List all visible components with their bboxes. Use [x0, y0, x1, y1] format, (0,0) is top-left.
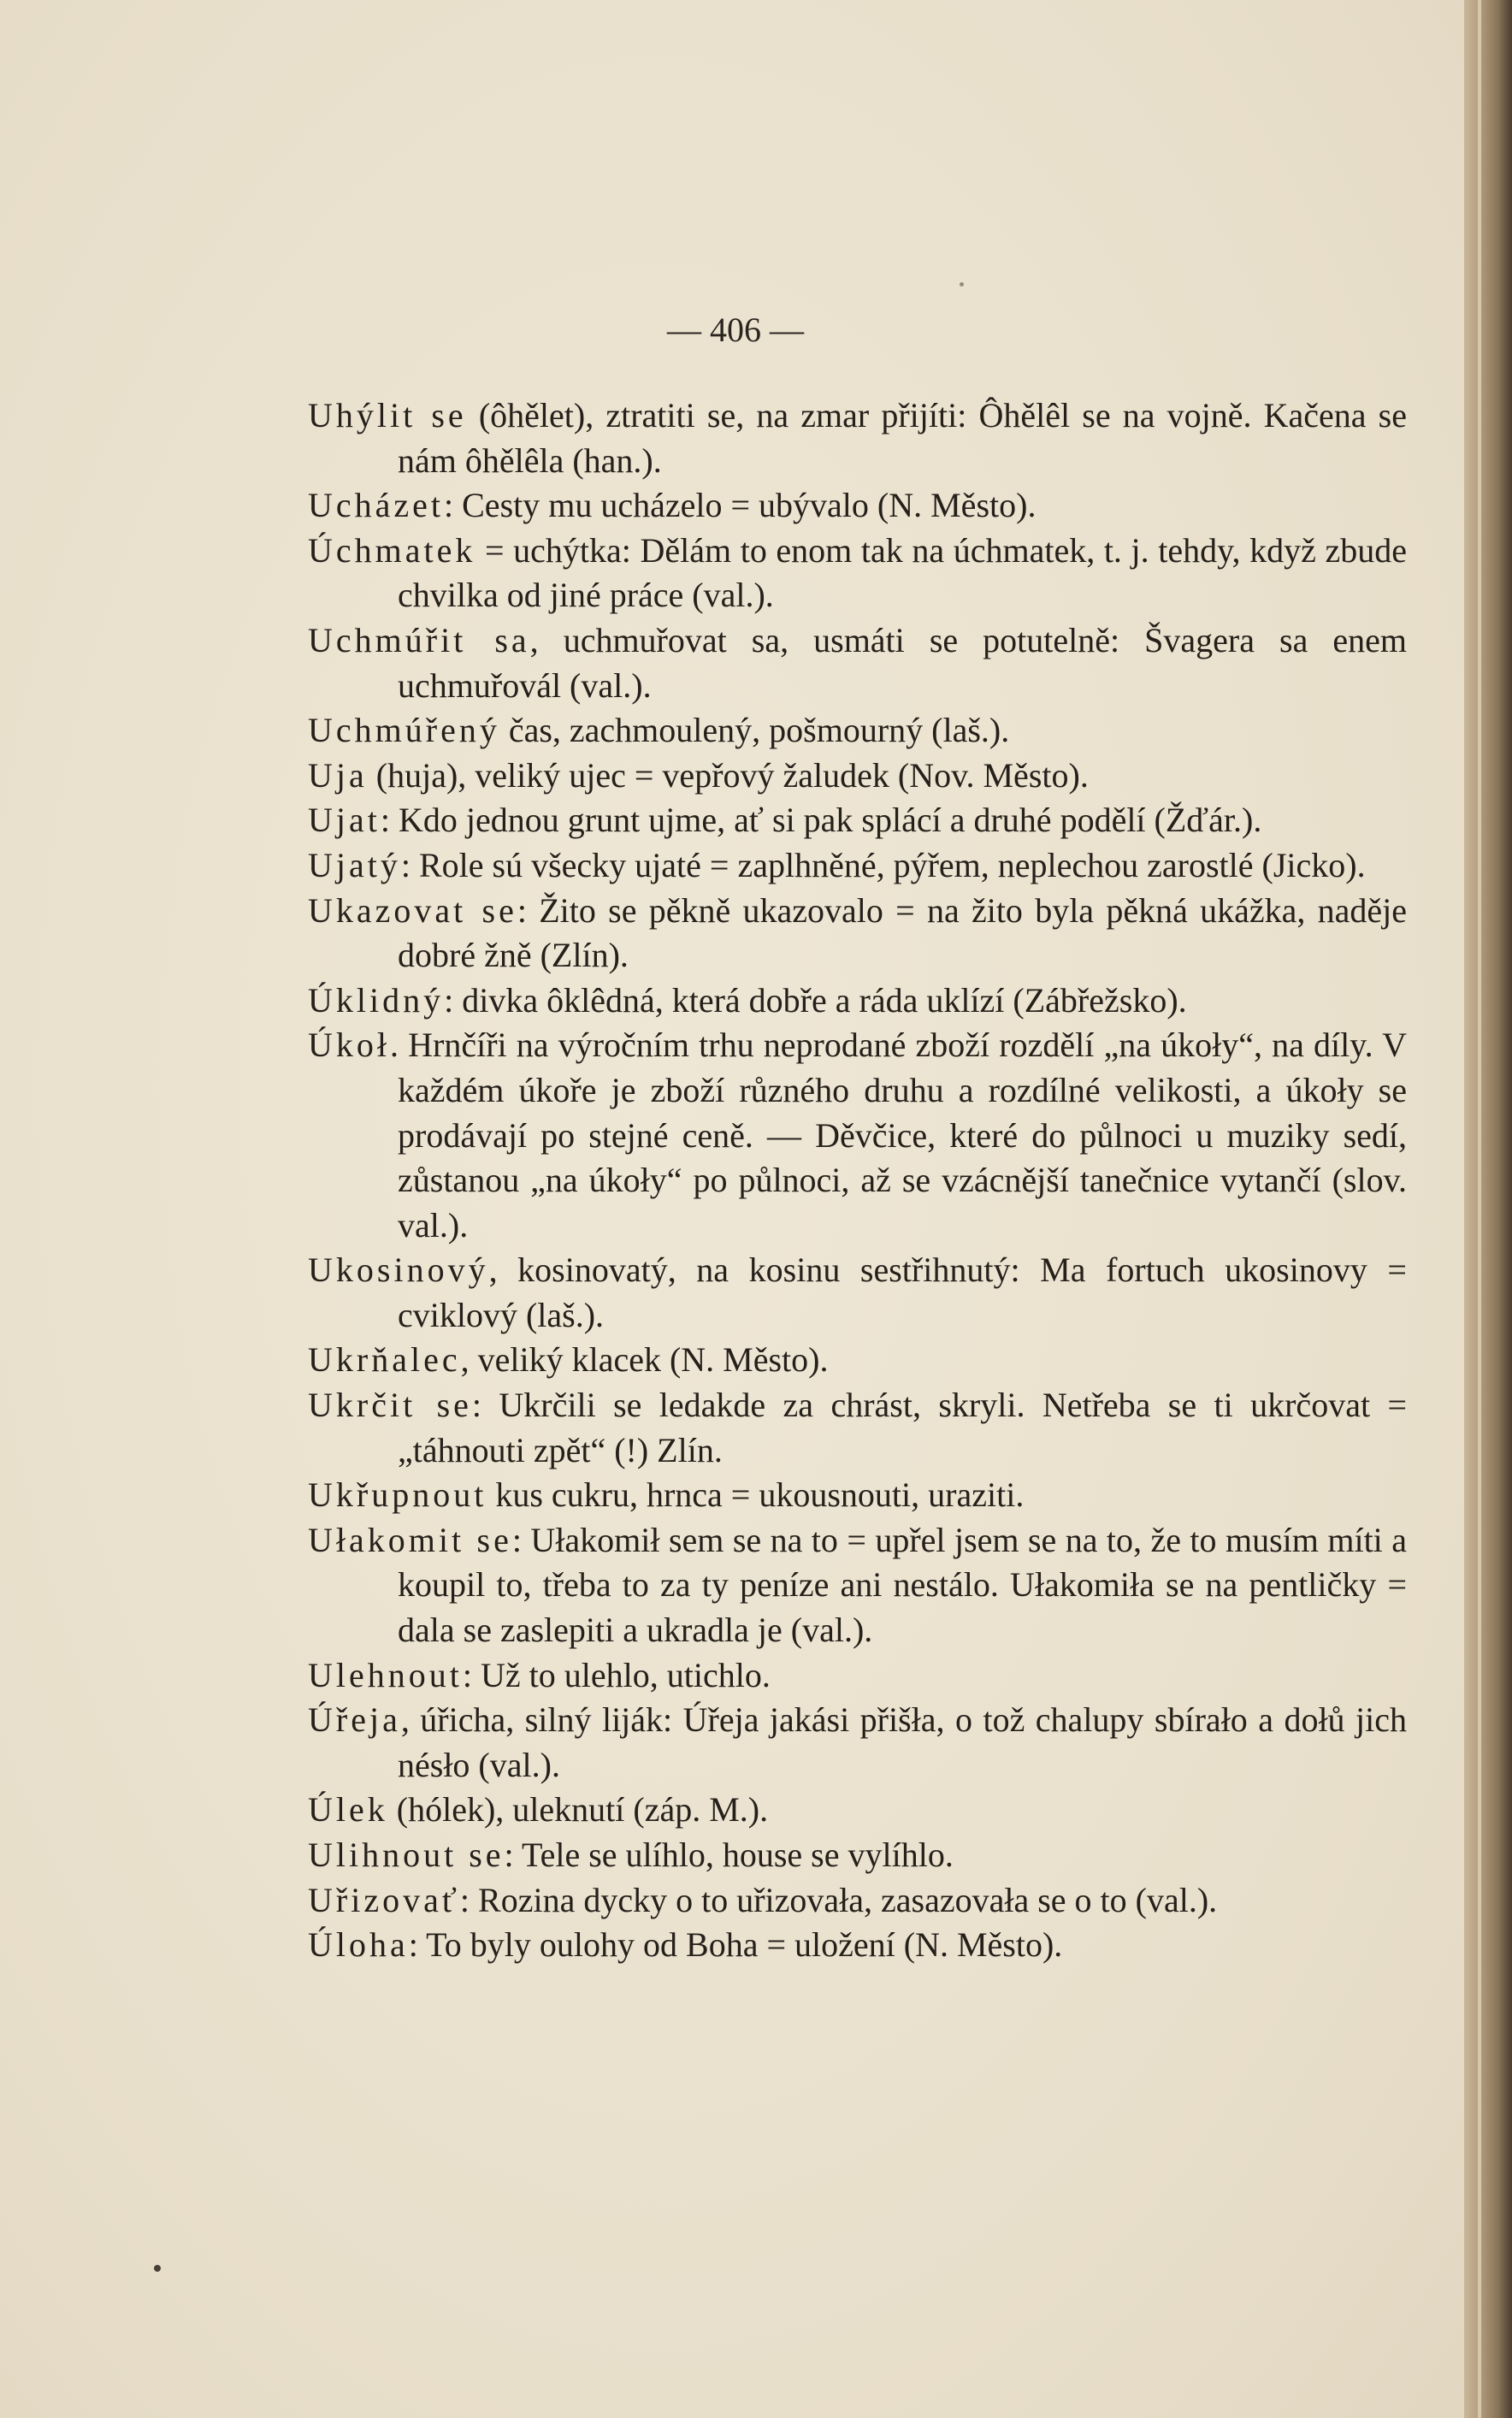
- headword: Ułakomit se: [308, 1520, 512, 1559]
- entry: [308, 1698, 1407, 1788]
- definition: = uchýtka: Dělám to enom tak na úchmatek, t. j. tehdy, když zbude chvilka od jiné práce (val.).: [398, 530, 1407, 615]
- headword: Uřizovať: [308, 1880, 460, 1919]
- entry: [308, 1833, 1407, 1878]
- definition: : To byly oulohy od Boha = uložení (N. Město).: [408, 1925, 1063, 1965]
- definition: , veliký klacek (N. Město).: [460, 1340, 829, 1380]
- definition: : Cesty mu ucházelo = ubývalo (N. Město).: [444, 486, 1037, 525]
- definition: , uchmuřovat sa, usmáti se potutelně: Švagera sa enem uchmuřovál (val.).: [398, 620, 1407, 705]
- entry: [308, 754, 1407, 799]
- entry: [308, 1788, 1407, 1833]
- definition: : Už to ulehlo, utichlo.: [462, 1655, 771, 1694]
- definition: (huja), veliký ujec = vepřový žaludek (Nov. Město).: [367, 755, 1089, 795]
- headword: Ukosinový: [308, 1250, 489, 1290]
- headword: Úlek: [308, 1790, 388, 1830]
- definition: (ôhělet), ztratiti se, na zmar přijíti: Ôhělêl se na vojně. Kačena se nám ôhělêla (han.).: [398, 396, 1408, 480]
- definition: : divka ôklêdná, která dobře a ráda uklízí (Zábřežsko).: [444, 980, 1187, 1020]
- dictionary-text: [308, 393, 1407, 1968]
- entry: [308, 798, 1407, 843]
- entry: [308, 1923, 1407, 1968]
- entry: [308, 393, 1407, 483]
- definition: , úřicha, silný liják: Úřeja jakási přišła, o tož chalupy sbírało a dołů jich nésło (val.).: [398, 1700, 1407, 1784]
- headword: Ukrčit se: [308, 1386, 472, 1425]
- definition: kus cukru, hrnca = ukousnouti, uraziti.: [487, 1475, 1025, 1515]
- paper-speck: [154, 2265, 161, 2272]
- headword: Úloha: [308, 1925, 409, 1965]
- headword: Uchmúřit sa: [308, 620, 530, 659]
- definition: : Rozina dycky o to uřizovała, zasazovała se o to (val.).: [459, 1880, 1218, 1919]
- entry: [308, 1518, 1407, 1653]
- entry: [308, 483, 1407, 529]
- entry: [308, 529, 1407, 618]
- entry: [308, 1878, 1407, 1924]
- headword: Uja: [308, 755, 368, 795]
- definition: : Kdo jednou grunt ujme, ať si pak splácí a druhé podělí (Žďár.).: [380, 801, 1262, 840]
- definition: . Hrnčíři na výročním trhu neprodané zboží rozdělí „na úkoły“, na díly. V každém úkoře je zboží různého druhu a rozdílné velikosti, a úkoły se prodávají po stejné ceně. — Děvčice, které do půlnoci u muziky sedí, zůstanou „na úkoły“ po půlnoci, až se vzácnější tanečnice vytančí (slov. val.).: [390, 1026, 1407, 1244]
- paper-speck: [960, 282, 964, 287]
- headword: Ulehnout: [308, 1655, 463, 1694]
- book-gutter: [1464, 0, 1512, 2418]
- definition: : Ukrčili se ledakde za chrást, skryli. Netřeba se ti ukrčovat = „táhnouti zpět“ (!) Zlín.: [398, 1386, 1407, 1469]
- entry: [308, 1248, 1407, 1338]
- headword: Ujatý: [308, 845, 401, 884]
- entry: [308, 1473, 1407, 1518]
- headword: Uhýlit se: [308, 396, 467, 435]
- definition: (hólek), uleknutí (záp. M.).: [387, 1790, 769, 1830]
- definition: čas, zachmoulený, pošmourný (laš.).: [499, 711, 1010, 750]
- headword: Ukrňalec: [308, 1340, 461, 1380]
- entry: [308, 843, 1407, 889]
- definition: : Ułakomił sem se na to = upřel jsem se na to, že to musím míti a koupil to, třeba to za ty peníze ani nestálo. Ułakomiła se na pentličky = dala se zaslepiti a ukradla je (val.).: [398, 1520, 1407, 1650]
- headword: Uchmúřený: [308, 711, 500, 750]
- definition: : Žito se pěkně ukazovalo = na žito byla pěkná ukážka, naděje dobré žně (Zlín).: [398, 890, 1407, 975]
- headword: Úchmatek: [308, 530, 476, 570]
- headword: Úkoł: [308, 1026, 390, 1065]
- headword: Ulihnout se: [308, 1836, 505, 1874]
- entry: [308, 1023, 1407, 1248]
- entry: [308, 978, 1407, 1024]
- entry: [308, 889, 1407, 978]
- headword: Ujat: [308, 801, 381, 840]
- headword: Úklidný: [308, 980, 445, 1020]
- headword: Ukřupnout: [308, 1475, 487, 1515]
- entry: [308, 1383, 1407, 1473]
- page-number: — 406 —: [667, 310, 804, 349]
- page-edge: [1478, 0, 1481, 2418]
- entry: [308, 618, 1407, 708]
- entry: [308, 1338, 1407, 1383]
- headword: Ukazovat se: [308, 890, 517, 930]
- headword: Ucházet: [308, 486, 445, 525]
- headword: Úřeja: [308, 1700, 401, 1740]
- entry: [308, 708, 1407, 754]
- definition: : Role sú všecky ujaté = zaplhněné, pýřem, neplechou zarostlé (Jicko).: [400, 845, 1366, 884]
- definition: , kosinovatý, na kosinu sestřihnutý: Ma fortuch ukosinovy = cviklový (laš.).: [398, 1250, 1407, 1334]
- definition: : Tele se ulíhlo, house se vylíhlo.: [504, 1836, 954, 1874]
- entry: [308, 1653, 1407, 1699]
